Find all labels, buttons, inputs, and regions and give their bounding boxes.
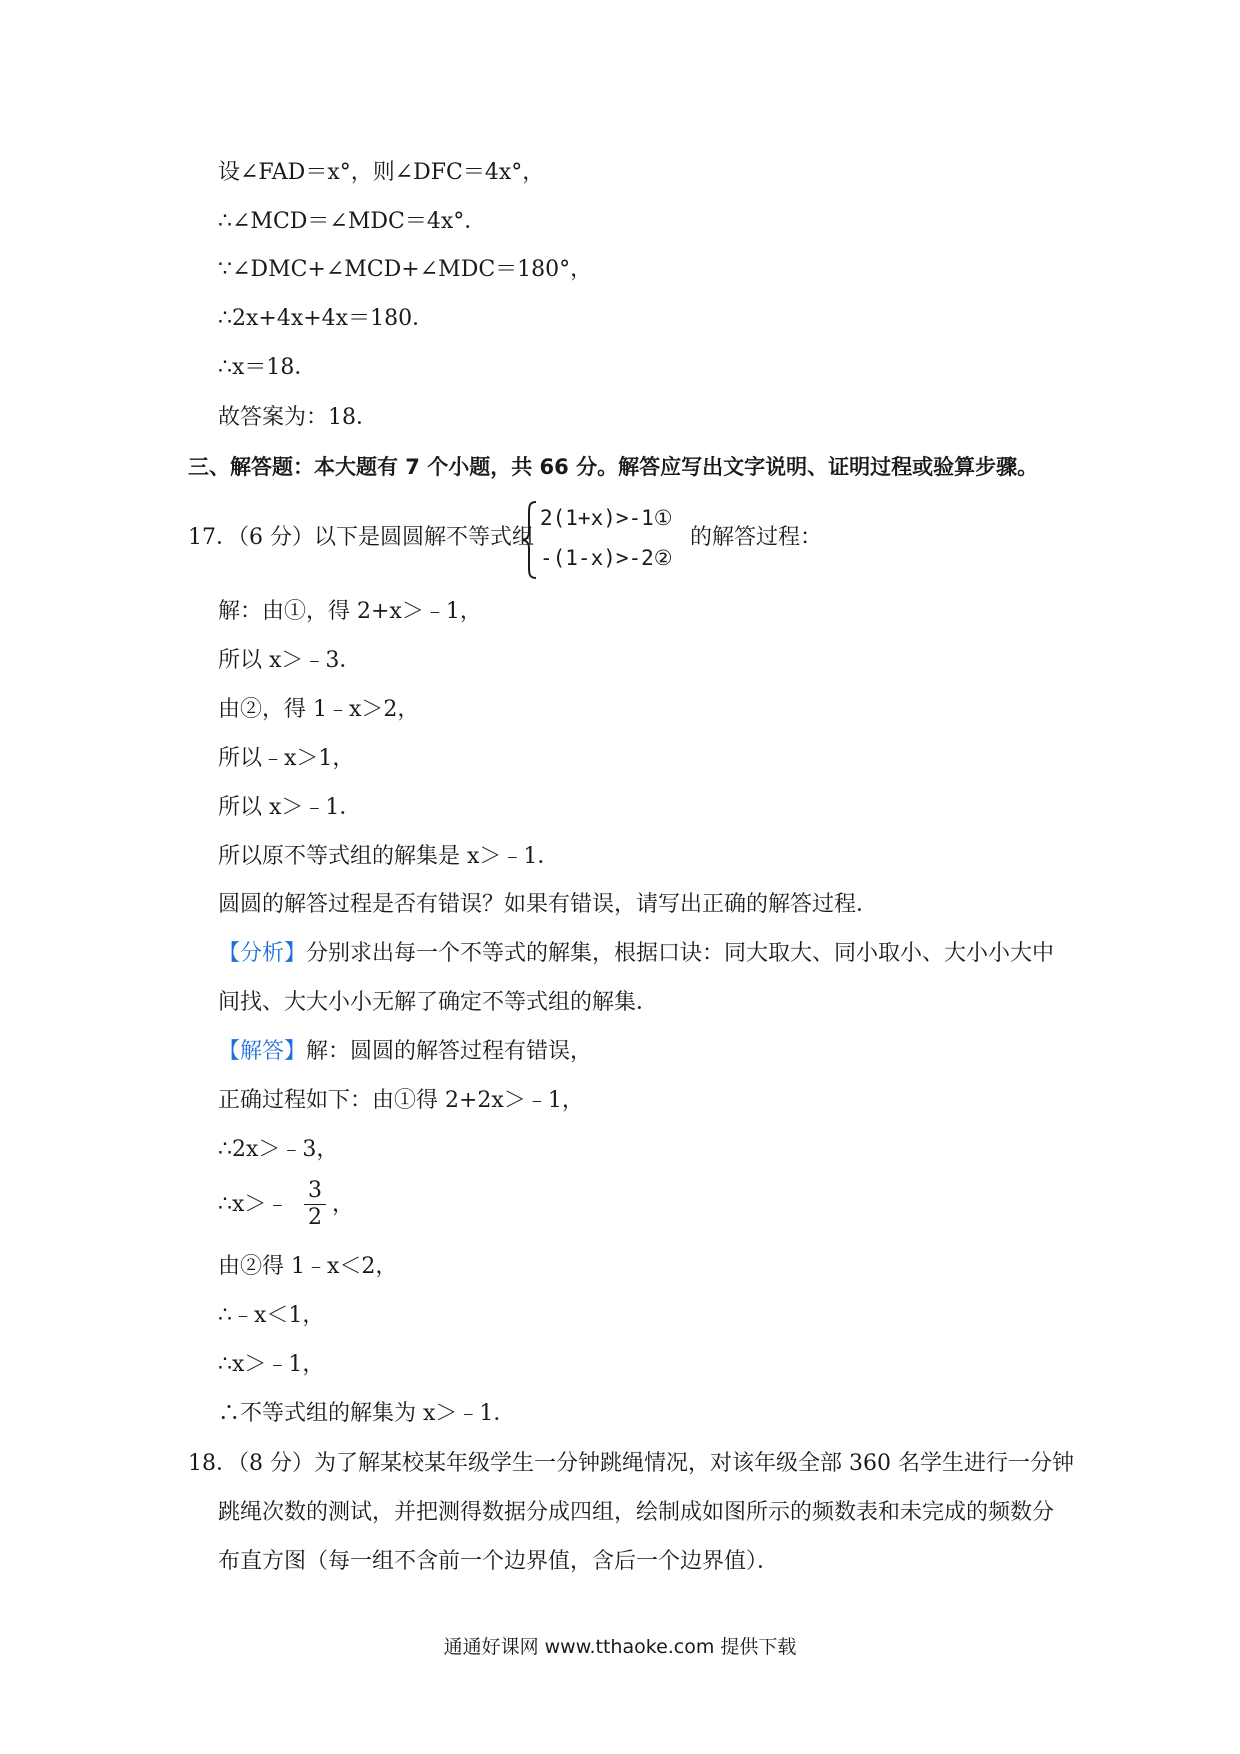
text-line: ∵∠DMC+∠MCD+∠MDC＝180°，: [218, 257, 593, 282]
answer-tag: 【解答】: [218, 1039, 307, 1064]
inequality-2: -(1-x)>-2②: [540, 546, 673, 570]
question-18-line: 跳绳次数的测试，并把测得数据分成四组，绘制成如图所示的频数表和未完成的频数分: [218, 1500, 1055, 1525]
solution-line: 由②得 1﹣x＜2，: [218, 1254, 398, 1279]
step-line: 所以﹣x＞1，: [218, 746, 355, 771]
left-brace-icon: [520, 500, 540, 580]
section-heading: 三、解答题：本大题有 7 个小题，共 66 分。解答应写出文字说明、证明过程或验算步骤。: [188, 455, 1039, 479]
solution-line: ∴x＞﹣: [218, 1192, 289, 1217]
solution-line: ∴2x＞﹣3，: [218, 1137, 339, 1162]
step-line: 圆圆的解答过程是否有错误？如果有错误，请写出正确的解答过程．: [218, 892, 879, 917]
fraction-numerator: 3: [308, 1178, 322, 1203]
analysis-line: [218, 939, 1054, 969]
solution-line: ∴x＞﹣1，: [218, 1352, 325, 1377]
inequality-1: 2(1+x)>-1①: [540, 506, 673, 530]
question-18-line: 18．（8 分）为了解某校某年级学生一分钟跳绳情况，对该年级全部 360 名学生进行一分钟: [188, 1451, 1074, 1476]
step-line: 由②，得 1﹣x＞2，: [218, 697, 420, 722]
answer-text: 解：圆圆的解答过程有错误，: [306, 1039, 593, 1064]
step-line: 所以 x＞﹣1．: [218, 795, 362, 820]
page-footer: 通通好课网 www.tthaoke.com 提供下载: [443, 1636, 797, 1658]
answer-line: [218, 1037, 592, 1067]
solution-line: ∴不等式组的解集为 x＞﹣1．: [218, 1401, 516, 1426]
step-line: 解：由①，得 2+x＞﹣1，: [218, 599, 482, 624]
question-18-line: 布直方图（每一组不含前一个边界值，含后一个边界值）．: [218, 1549, 780, 1574]
analysis-tag: 【分析】: [218, 941, 307, 966]
fraction-three-halves: [300, 1179, 330, 1230]
inequality-system: [520, 500, 700, 580]
question-17-suffix: 的解答过程：: [690, 525, 823, 550]
text-line: ∴2x+4x+4x＝180．: [218, 306, 435, 331]
analysis-text: 分别求出每一个不等式的解集，根据口诀：同大取大、同小取小、大小小大中: [306, 941, 1055, 966]
text-line: ∴∠MCD＝∠MDC＝4x°．: [218, 209, 487, 234]
question-17-prefix: 17．（6 分）以下是圆圆解不等式组: [188, 525, 534, 550]
solution-line: ∴﹣x＜1，: [218, 1303, 325, 1328]
solution-line: 正确过程如下：由①得 2+2x＞﹣1，: [218, 1088, 584, 1113]
analysis-text-2: 间找、大大小小无解了确定不等式组的解集．: [218, 990, 659, 1015]
fraction-comma: ，: [332, 1192, 355, 1217]
step-line: 所以 x＞﹣3．: [218, 648, 362, 673]
text-line: ∴x＝18．: [218, 355, 317, 380]
text-line: 设∠FAD＝x°，则∠DFC＝4x°，: [218, 160, 545, 185]
text-line: 故答案为：18．: [218, 405, 378, 430]
step-line: 所以原不等式组的解集是 x＞﹣1．: [218, 844, 560, 869]
fraction-denominator: 2: [308, 1205, 322, 1230]
